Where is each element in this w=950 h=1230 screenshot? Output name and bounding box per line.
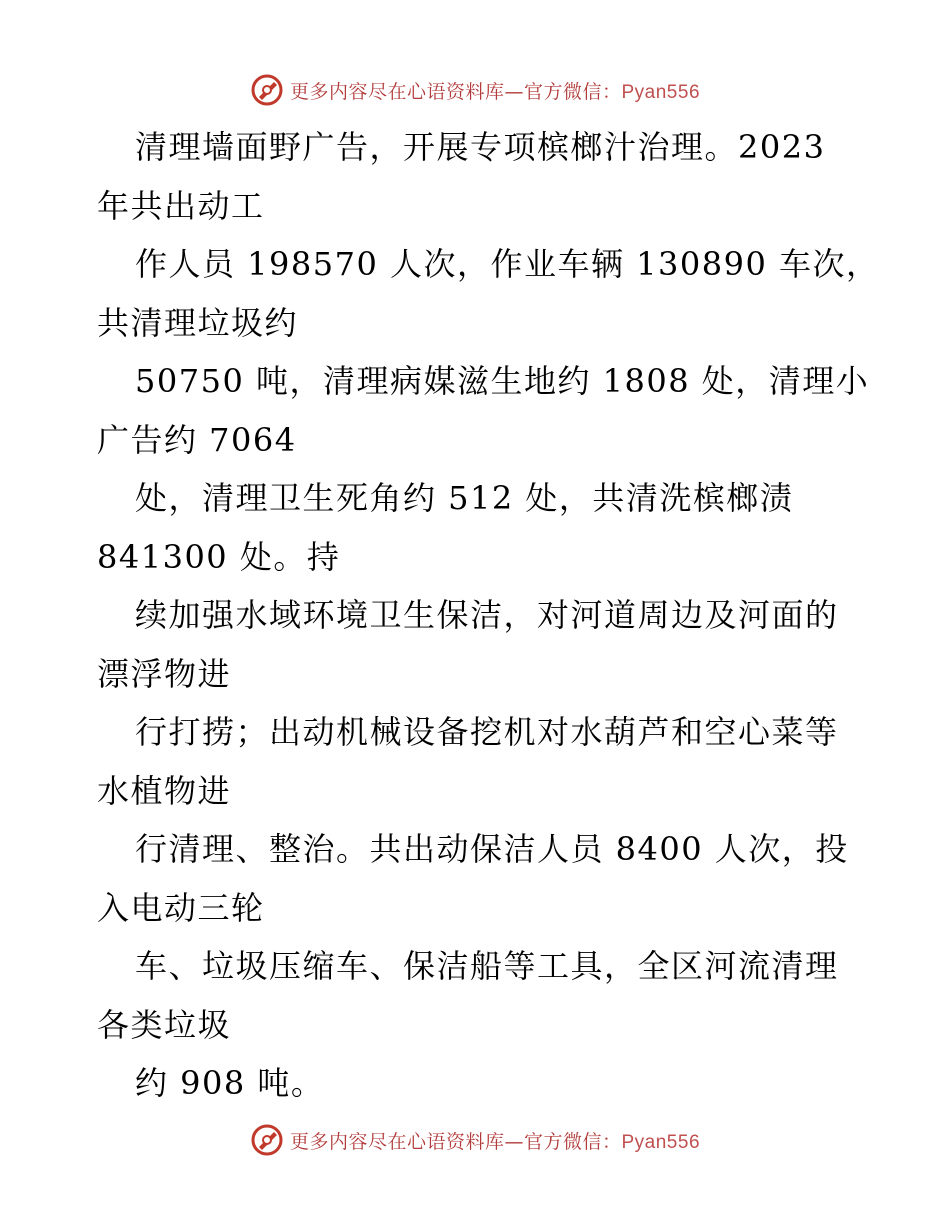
text-line: 行清理、整治。共出动保洁人员 8400 人次，投 <box>135 830 849 868</box>
text-line: 车、垃圾压缩车、保洁船等工具，全区河流清理 <box>135 947 839 985</box>
text-line: 续加强水域环境卫生保洁，对河道周边及河面的 <box>135 596 839 634</box>
text-line: 处，清理卫生死角约 512 处，共清洗槟榔渍 <box>135 479 794 517</box>
text-line: 各类垃圾 <box>97 1005 232 1044</box>
text-line: 作人员 198570 人次，作业车辆 130890 车次， <box>135 245 880 283</box>
text-line: 漂浮物进 <box>97 654 232 693</box>
text-line: 50750 吨，清理病媒滋生地约 1808 处，清理小 <box>135 362 870 400</box>
logo-icon <box>250 73 284 107</box>
text-line: 清理墙面野广告，开展专项槟榔汁治理。2023 <box>135 128 826 166</box>
text-line: 行打捞；出动机械设备挖机对水葫芦和空心菜等 <box>135 713 839 751</box>
footer-banner <box>0 1120 950 1160</box>
banner-text: 更多内容尽在心语资料库—官方微信：Pyan556 <box>289 80 701 103</box>
wechat-handle: Pyan556 <box>621 1131 701 1153</box>
text-line: 共清理垃圾约 <box>97 303 299 342</box>
document-body <box>97 118 880 1113</box>
text-line: 约 908 吨。 <box>135 1064 325 1102</box>
logo-icon <box>250 1123 284 1157</box>
header-banner <box>0 70 950 110</box>
text-line: 841300 处。持 <box>97 537 341 576</box>
wechat-handle: Pyan556 <box>621 81 701 103</box>
banner-text: 更多内容尽在心语资料库—官方微信：Pyan556 <box>289 1130 701 1153</box>
text-line: 广告约 7064 <box>97 420 297 459</box>
text-line: 年共出动工 <box>97 186 265 225</box>
text-line: 入电动三轮 <box>97 888 265 927</box>
text-line: 水植物进 <box>97 771 232 810</box>
